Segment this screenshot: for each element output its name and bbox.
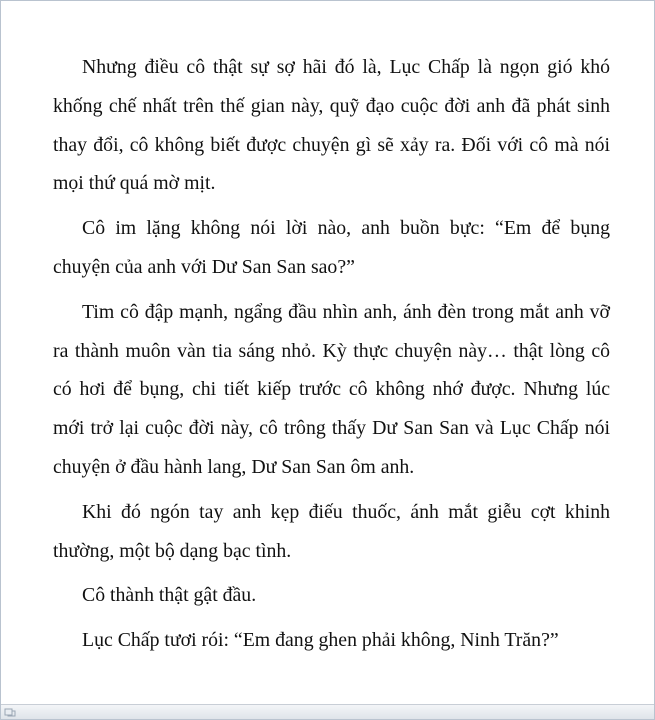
text-line: Lục Chấp tươi rói: “Em đang ghen phải không, Ninh Trăn?”: [82, 629, 559, 652]
text-line: Khi đó ngón tay anh kẹp điếu thuốc, ánh mắt giễu cợt khinh: [82, 500, 610, 523]
text-line: mọi thứ quá mờ mịt.: [53, 172, 216, 195]
text-line: mới trở lại cuộc đời này, cô trông thấy Dư San San và Lục Chấp nói: [53, 417, 610, 440]
text-line: chuyện ở đầu hành lang, Dư San San ôm anh.: [53, 455, 415, 478]
text-line: Nhưng điều cô thật sự sợ hãi đó là, Lục Chấp là ngọn gió khó: [82, 56, 610, 78]
text-line: có hơi để bụng, chi tiết kiếp trước cô không nhớ được. Nhưng lúc: [53, 378, 610, 401]
paragraph: [82, 621, 610, 660]
page-status-strip: [1, 704, 654, 719]
page-corner-icon: [4, 707, 16, 717]
paragraph: [82, 576, 610, 615]
document-body: [53, 48, 610, 660]
paragraph: [53, 493, 610, 571]
text-line: Cô im lặng không nói lời nào, anh buồn bực: “Em để bụng: [82, 217, 610, 240]
text-line: ra thành muôn vàn tia sáng nhỏ. Kỳ thực chuyện này… thật lòng cô: [53, 339, 610, 362]
text-line: Cô thành thật gật đầu.: [82, 584, 257, 607]
text-line: thường, một bộ dạng bạc tình.: [53, 539, 292, 562]
text-line: khống chế nhất trên thế gian này, quỹ đạo cuộc đời anh đã phát sinh: [53, 94, 610, 117]
text-line: thay đổi, cô không biết được chuyện gì sẽ xảy ra. Đối với cô mà nói: [53, 133, 610, 156]
text-line: Tim cô đập mạnh, ngẩng đầu nhìn anh, ánh đèn trong mắt anh vỡ: [82, 300, 610, 323]
paragraph: [53, 293, 610, 487]
paragraph: [53, 209, 610, 287]
paragraph: [53, 48, 610, 203]
text-line: chuyện của anh với Dư San San sao?”: [53, 255, 355, 278]
